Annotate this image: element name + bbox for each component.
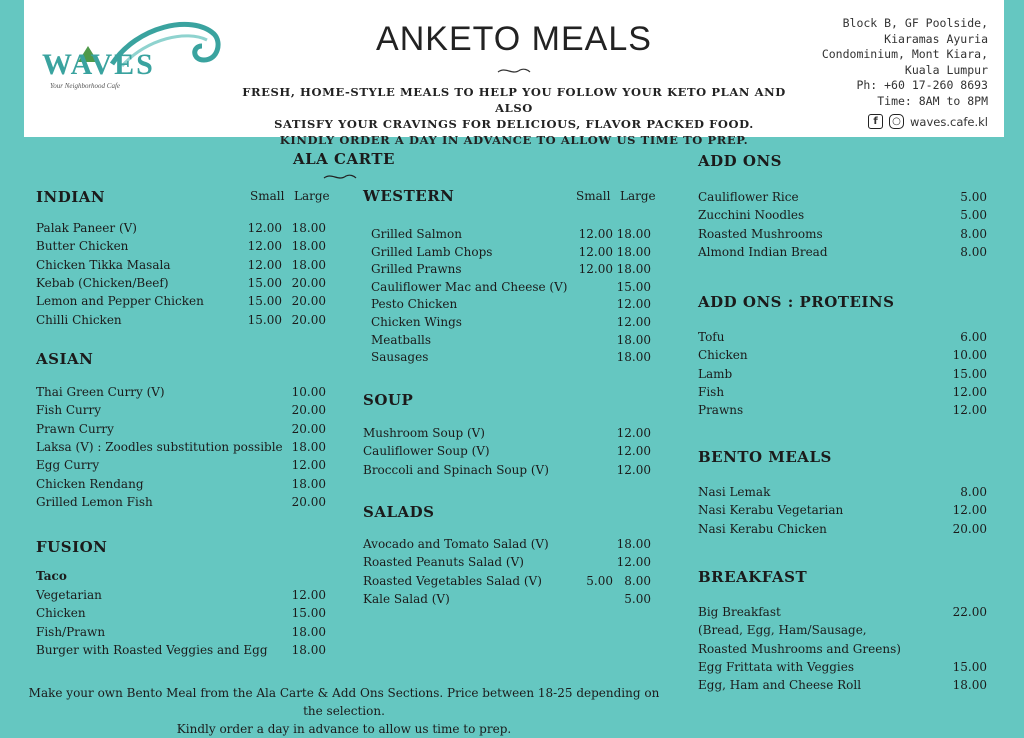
menu-item-name: Pesto Chicken	[371, 297, 458, 312]
menu-item-price: 22.00	[952, 605, 987, 619]
menu-item-row	[698, 520, 987, 538]
menu-item-price: 8.00	[960, 226, 987, 241]
menu-item-price-small: 15.00	[247, 275, 282, 290]
menu-item-name: Roasted Mushrooms	[698, 226, 823, 241]
menu-item-row	[36, 292, 326, 310]
footer-line: Kindly order a day in advance to allow us time to prep.	[176, 722, 512, 736]
menu-item-price: 12.00	[616, 444, 651, 459]
menu-item-name: Broccoli and Spinach Soup (V)	[363, 462, 549, 477]
menu-item-price: 5.00	[960, 190, 987, 204]
menu-item-row	[698, 483, 987, 501]
menu-item-name: Tofu	[698, 330, 725, 344]
menu-item-price: 12.00	[616, 462, 651, 477]
menu-item-price-small: 12.00	[247, 221, 282, 235]
menu-item-name: Lamb	[698, 366, 733, 381]
menu-item-price-large: 20.00	[291, 294, 326, 309]
menu-item-name: Chicken	[36, 606, 86, 621]
menu-item-price: 15.00	[952, 659, 987, 674]
menu-item-row	[371, 260, 651, 278]
address-block	[822, 16, 988, 109]
address-line: Condominium, Mont Kiara,	[821, 47, 988, 61]
menu-item-name: Burger with Roasted Veggies and Egg	[36, 642, 268, 657]
menu-item-row	[36, 311, 326, 329]
menu-item-price: 8.00	[960, 244, 987, 259]
menu-item-price-small: 15.00	[247, 294, 282, 309]
menu-item-name: Egg, Ham and Cheese Roll	[698, 678, 862, 693]
menu-item-price-small: 12.00	[578, 262, 613, 277]
menu-item-name: Big Breakfast	[698, 605, 781, 619]
menu-item-row	[363, 553, 651, 571]
menu-item-price: 20.00	[291, 403, 326, 418]
menu-item-row	[371, 243, 651, 261]
menu-item-price: 12.00	[952, 503, 987, 518]
menu-item-row	[36, 456, 326, 474]
menu-item-row	[698, 346, 987, 364]
menu-item-name: Roasted Vegetables Salad (V)	[363, 573, 542, 588]
menu-item-row	[36, 237, 326, 255]
section-title-add-ons-proteins: ADD ONS : PROTEINS	[698, 293, 895, 311]
menu-item-name: Sausages	[371, 350, 429, 365]
menu-item-name: Nasi Kerabu Chicken	[698, 521, 827, 536]
menu-item-row	[371, 278, 651, 296]
section-title-fusion: FUSION	[36, 538, 108, 556]
menu-item-row	[371, 348, 651, 366]
menu-item-price: 18.00	[291, 642, 326, 657]
menu-item-name: Zucchini Noodles	[698, 208, 805, 223]
menu-item-price: 10.00	[291, 385, 326, 399]
tagline-line: KINDLY ORDER A DAY IN ADVANCE TO ALLOW US TIME TO PREP.	[279, 133, 749, 147]
menu-item-row	[363, 424, 651, 442]
menu-item-row	[36, 586, 326, 604]
menu-item-row	[698, 206, 987, 224]
menu-item-name: Kale Salad (V)	[363, 591, 450, 606]
social-links[interactable]	[868, 114, 988, 129]
section-title-indian: INDIAN	[36, 188, 106, 206]
tagline	[224, 84, 804, 148]
menu-item-price: 5.00	[960, 208, 987, 223]
fusion-subtitle-taco: Taco	[36, 569, 67, 583]
menu-item-name: Vegetarian	[36, 588, 102, 602]
menu-item-name: Cauliflower Soup (V)	[363, 444, 490, 459]
menu-item-name: Egg Frittata with Veggies	[698, 659, 855, 674]
menu-item-price-small: 5.00	[586, 573, 613, 588]
menu-item-row	[698, 188, 987, 206]
menu-item-price-large: 5.00	[624, 591, 651, 606]
menu-item-row	[698, 621, 987, 639]
menu-item-name: Butter Chicken	[36, 239, 129, 254]
size-label-small: Small	[576, 189, 611, 203]
menu-item-price-small: 12.00	[578, 227, 613, 241]
menu-item-price-large: 12.00	[616, 297, 651, 312]
tagline-line: FRESH, HOME-STYLE MEALS TO HELP YOU FOLLOW YOUR KETO PLAN AND ALSO	[242, 85, 786, 115]
ala-carte-title: ALA CARTE	[293, 150, 395, 168]
hours-line: Time: 8AM to 8PM	[877, 93, 988, 108]
menu-item-row	[36, 401, 326, 419]
menu-item-row	[36, 475, 326, 493]
menu-item-name: Palak Paneer (V)	[36, 221, 137, 235]
menu-item-name: Meatballs	[371, 332, 432, 347]
menu-item-row	[36, 641, 326, 659]
menu-item-name: Chicken	[698, 348, 748, 363]
menu-item-price: 18.00	[952, 678, 987, 693]
menu-item-price: 15.00	[952, 366, 987, 381]
menu-item-name: Laksa (V) : Zoodles substitution possible	[36, 439, 283, 454]
phone-line: Ph: +60 17-260 8693	[856, 78, 988, 92]
menu-item-row	[698, 383, 987, 401]
menu-item-price-large: 18.00	[616, 262, 651, 277]
section-title-western: WESTERN	[363, 187, 455, 205]
tagline-line: SATISFY YOUR CRAVINGS FOR DELICIOUS, FLAVOR PACKED FOOD.	[274, 117, 754, 131]
address-line: Kuala Lumpur	[904, 62, 988, 77]
menu-item-price: 12.00	[291, 458, 326, 473]
menu-item-row	[363, 461, 651, 479]
menu-item-price-large: 18.00	[616, 332, 651, 347]
menu-item-price-large: 18.00	[616, 537, 651, 551]
menu-item-price: 12.00	[952, 403, 987, 418]
address-line: Kiaramas Ayuria	[884, 31, 988, 46]
menu-item-price: 18.00	[291, 439, 326, 454]
menu-item-name: Kebab (Chicken/Beef)	[36, 275, 169, 290]
menu-item-name: Roasted Peanuts Salad (V)	[363, 555, 524, 570]
header-banner	[24, 0, 1004, 147]
menu-item-row	[36, 438, 326, 456]
menu-item-price-large: 20.00	[291, 312, 326, 327]
menu-item-row	[371, 331, 651, 349]
menu-item-row	[698, 225, 987, 243]
menu-item-name: Fish	[698, 384, 725, 399]
menu-item-name: Grilled Salmon	[371, 227, 462, 241]
menu-item-row	[363, 535, 651, 553]
menu-item-row	[698, 401, 987, 419]
menu-item-row	[698, 243, 987, 261]
size-label-large: Large	[620, 189, 656, 203]
menu-item-price-small: 12.00	[578, 244, 613, 259]
menu-item-name: Grilled Lamb Chops	[371, 244, 493, 259]
instagram-icon[interactable]: ○	[889, 114, 904, 129]
page-title: ANKETO MEALS	[376, 20, 652, 58]
menu-item-name: Mushroom Soup (V)	[363, 426, 485, 440]
section-title-asian: ASIAN	[36, 350, 94, 368]
menu-item-row	[36, 493, 326, 511]
size-label-large: Large	[294, 189, 330, 203]
menu-item-name: Avocado and Tomato Salad (V)	[363, 537, 549, 551]
menu-item-price-large: 15.00	[616, 279, 651, 294]
menu-item-row	[371, 313, 651, 331]
menu-item-row	[698, 501, 987, 519]
menu-item-price: 18.00	[291, 476, 326, 491]
menu-item-price: 12.00	[616, 426, 651, 440]
social-handle[interactable]: waves.cafe.kl	[910, 114, 988, 129]
menu-item-name: Fish Curry	[36, 403, 102, 418]
menu-item-row	[36, 604, 326, 622]
menu-item-row	[36, 383, 326, 401]
menu-item-price: 10.00	[952, 348, 987, 363]
menu-item-name: Egg Curry	[36, 458, 100, 473]
menu-item-name: Grilled Prawns	[371, 262, 462, 277]
menu-item-price-large: 18.00	[291, 239, 326, 254]
size-label-small: Small	[250, 189, 285, 203]
menu-item-name: Cauliflower Mac and Cheese (V)	[371, 279, 568, 294]
section-title-add-ons: ADD ONS	[698, 152, 782, 170]
menu-item-price: 6.00	[960, 330, 987, 344]
menu-item-name: Nasi Lemak	[698, 485, 771, 499]
menu-item-name: Chicken Wings	[371, 315, 462, 329]
facebook-icon[interactable]: f	[868, 114, 883, 129]
menu-item-row	[36, 256, 326, 274]
menu-item-name: Grilled Lemon Fish	[36, 494, 153, 509]
menu-item-row	[371, 295, 651, 313]
menu-item-row	[698, 603, 987, 621]
menu-item-price-large: 12.00	[616, 315, 651, 329]
menu-item-price-large: 18.00	[616, 227, 651, 241]
menu-item-name: Thai Green Curry (V)	[36, 385, 165, 399]
menu-item-price: 12.00	[291, 588, 326, 602]
menu-item-price: 20.00	[291, 421, 326, 436]
menu-item-row	[363, 442, 651, 460]
menu-item-row	[698, 365, 987, 383]
menu-item-price-small: 12.00	[247, 257, 282, 272]
menu-item-price-large: 12.00	[616, 555, 651, 570]
menu-item-name: Lemon and Pepper Chicken	[36, 294, 204, 309]
swirl-divider-icon	[322, 172, 358, 182]
footer-line: Make your own Bento Meal from the Ala Carte & Add Ons Sections. Price between 18-25 depending on the selection.	[28, 686, 660, 718]
menu-item-price-large: 18.00	[291, 257, 326, 272]
menu-item-price: 12.00	[952, 384, 987, 399]
menu-item-price-small: 15.00	[247, 312, 282, 327]
menu-item-price-large: 8.00	[624, 573, 651, 588]
address-line: Block B, GF Poolside,	[842, 16, 988, 30]
menu-item-row	[36, 274, 326, 292]
menu-item-price-large: 18.00	[616, 244, 651, 259]
menu-item-price-large: 20.00	[291, 275, 326, 290]
section-title-bento: BENTO MEALS	[698, 448, 832, 466]
menu-item-name: Roasted Mushrooms and Greens)	[698, 641, 901, 656]
menu-item-row	[36, 623, 326, 641]
menu-item-row	[698, 640, 987, 658]
menu-item-name: Nasi Kerabu Vegetarian	[698, 503, 844, 518]
menu-item-name: Fish/Prawn	[36, 624, 106, 639]
menu-item-row	[698, 328, 987, 346]
menu-item-name: Chilli Chicken	[36, 312, 122, 327]
menu-item-name: (Bread, Egg, Ham/Sausage,	[698, 623, 867, 638]
menu-item-row	[36, 219, 326, 237]
menu-item-name: Cauliflower Rice	[698, 190, 799, 204]
menu-item-name: Almond Indian Bread	[698, 244, 828, 259]
menu-item-name: Prawn Curry	[36, 421, 114, 436]
menu-item-price-large: 18.00	[616, 350, 651, 365]
menu-item-row	[363, 572, 651, 590]
logo-text: WAVES	[42, 48, 155, 81]
menu-item-price: 20.00	[291, 494, 326, 509]
menu-item-price: 15.00	[291, 606, 326, 621]
section-title-soup: SOUP	[363, 391, 414, 409]
logo-tagline: Your Neighborhood Cafe	[50, 82, 121, 90]
menu-item-row	[698, 658, 987, 676]
section-title-salads: SALADS	[363, 503, 435, 521]
menu-item-price: 18.00	[291, 624, 326, 639]
menu-item-row	[698, 676, 987, 694]
menu-item-price-small: 12.00	[247, 239, 282, 254]
menu-item-row	[371, 225, 651, 243]
menu-item-price: 8.00	[960, 485, 987, 499]
menu-item-price-large: 18.00	[291, 221, 326, 235]
footer-note	[24, 684, 664, 738]
menu-item-row	[363, 590, 651, 608]
menu-item-row	[36, 420, 326, 438]
menu-item-name: Chicken Rendang	[36, 476, 144, 491]
menu-item-name: Prawns	[698, 403, 744, 418]
swirl-divider-icon	[496, 66, 532, 76]
section-title-breakfast: BREAKFAST	[698, 568, 808, 586]
menu-item-name: Chicken Tikka Masala	[36, 257, 171, 272]
menu-item-price: 20.00	[952, 521, 987, 536]
